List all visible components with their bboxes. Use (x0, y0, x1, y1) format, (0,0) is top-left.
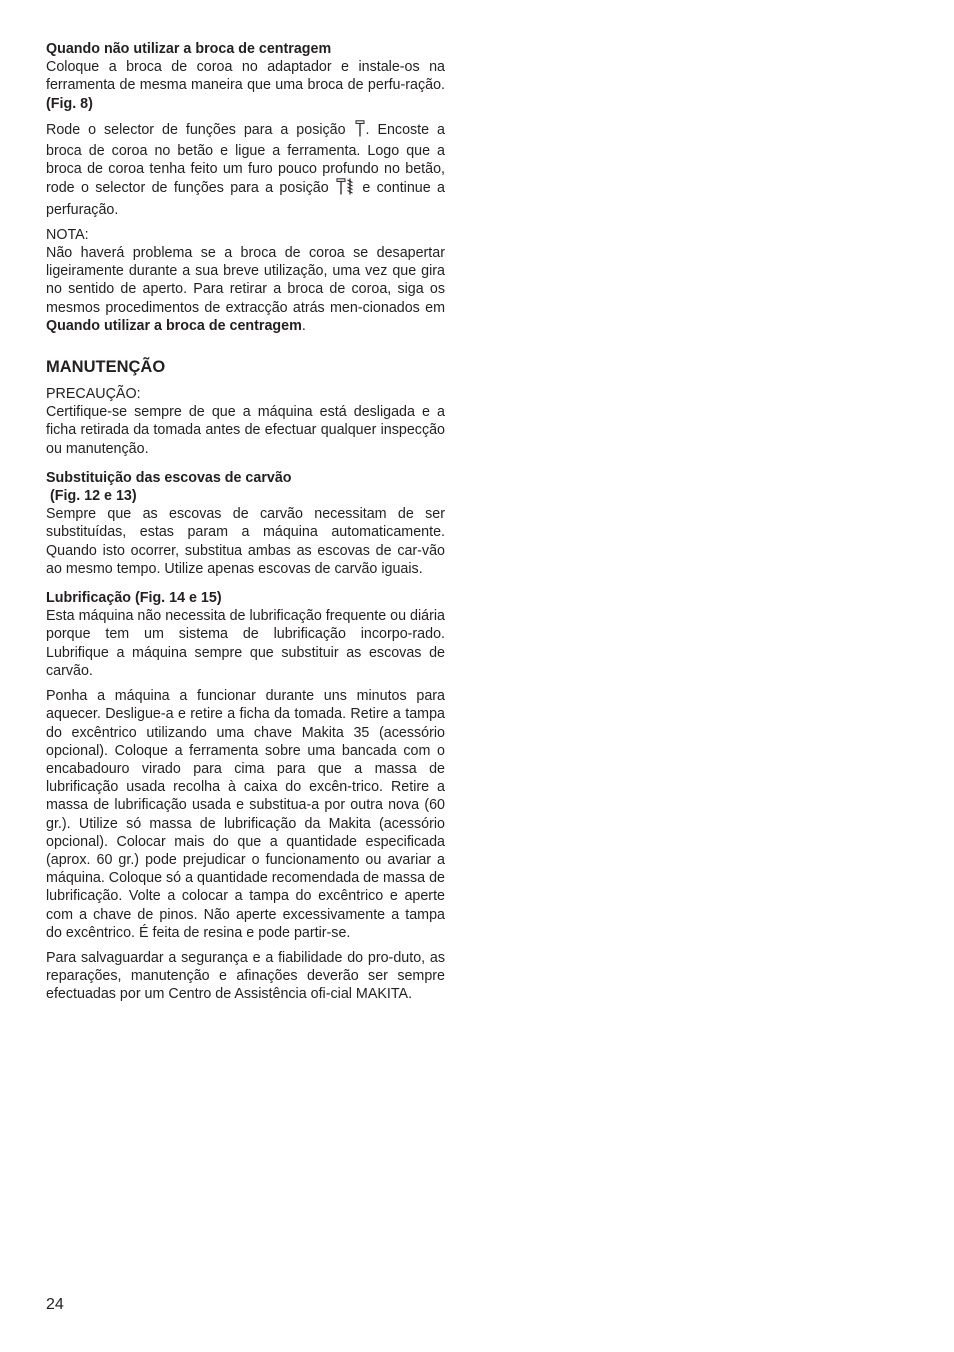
rotation-hammer-mode-icon (336, 178, 355, 200)
paragraph-insert-core-bit: Coloque a broca de coroa no adaptador e instale-os na ferramenta de mesma maneira que uma broca de perfu-ração. (Fig. 8) (46, 59, 445, 112)
caution-label: PRECAUÇÃO: (46, 386, 141, 403)
text-column (46, 40, 445, 1004)
paragraph-lubrication-3: Para salvaguardar a segurança e a fiabilidade do pro-duto, as reparações, manutenção e afinações deverão ser sempre efectuadas por um Centro de Assistência ofi-cial MAKITA. (46, 949, 445, 1003)
subsection-carbon-brushes (46, 469, 445, 578)
subsection-lubrication (46, 589, 445, 1003)
subsection-heading-brushes-fig: (Fig. 12 e 13) (50, 488, 137, 505)
paragraph-selector-position: Rode o selector de funções para a posição . Encoste a broca de coroa no betão e ligue a ferramenta. Logo que a broca de coroa tenha feito um furo pouco profundo no betão, rode o selector de funções para a posição e continue a perfuração. (46, 121, 445, 218)
figure-reference: (Fig. 8) (46, 95, 93, 112)
subsection-heading-brushes: Substituição das escovas de carvão (46, 469, 292, 486)
hammer-mode-icon (355, 120, 365, 142)
note-label: NOTA: (46, 226, 89, 243)
subsection-heading-lubrication: Lubrificação (Fig. 14 e 15) (46, 590, 222, 607)
paragraph-lubrication-1: Esta máquina não necessita de lubrificação frequente ou diária porque tem um sistema de lubrificação incorpo-rado. Lubrifique a máquina sempre que substituir as escovas de carvão. (46, 608, 445, 679)
caution-paragraph: Certifique-se sempre de que a máquina está desligada e a ficha retirada da tomada antes de efectuar qualquer inspecção ou manutenção. (46, 404, 445, 457)
paragraph-brushes: Sempre que as escovas de carvão necessitam de ser substituídas, estas param a máquina automaticamente. Quando isto ocorrer, substitua ambas as escovas de car-vão ao mesmo tempo. Utilize apenas escovas de carvão iguais. (46, 506, 445, 577)
cross-reference: Quando utilizar a broca de centragem (46, 317, 302, 334)
section-heading-maintenance: MANUTENÇÃO (46, 358, 166, 377)
note-paragraph: Não haverá problema se a broca de coroa se desapertar ligeiramente durante a sua breve utilização, uma vez que gira no sentido de aperto. Para retirar a broca de coroa, siga os mesmos procedimentos de extracção atrás men-cionados em Quando utilizar a broca de centragem. (46, 245, 445, 334)
subsection-heading-centering: Quando não utilizar a broca de centragem (46, 41, 332, 57)
page-number: 24 (46, 1296, 64, 1313)
paragraph-lubrication-2: Ponha a máquina a funcionar durante uns minutos para aquecer. Desligue-a e retire a ficha da tomada. Retire a tampa do excêntrico utilizando uma chave Makita 35 (acessório opcional). Coloque a ferramenta sobre uma bancada com o encabadouro virado para cima para que a massa de lubrificação usada recolha à caixa do excên-trico. Retire a massa de lubrificação usada e substitua-a por outra nova (60 gr.). Utilize só massa de lubrificação da Makita (acessório opcional). Colocar mais do que a quantidade especificada (aprox. 60 gr.) pode prejudicar o funcionamento ou avariar a máquina. Coloque só a quantidade recomendada de massa de lubrificação. Volte a colocar a tampa do excêntrico e aperte com a chave de pinos. Não aperte excessivamente a tampa do excêntrico. É feita de resina e pode partir-se. (46, 688, 446, 941)
